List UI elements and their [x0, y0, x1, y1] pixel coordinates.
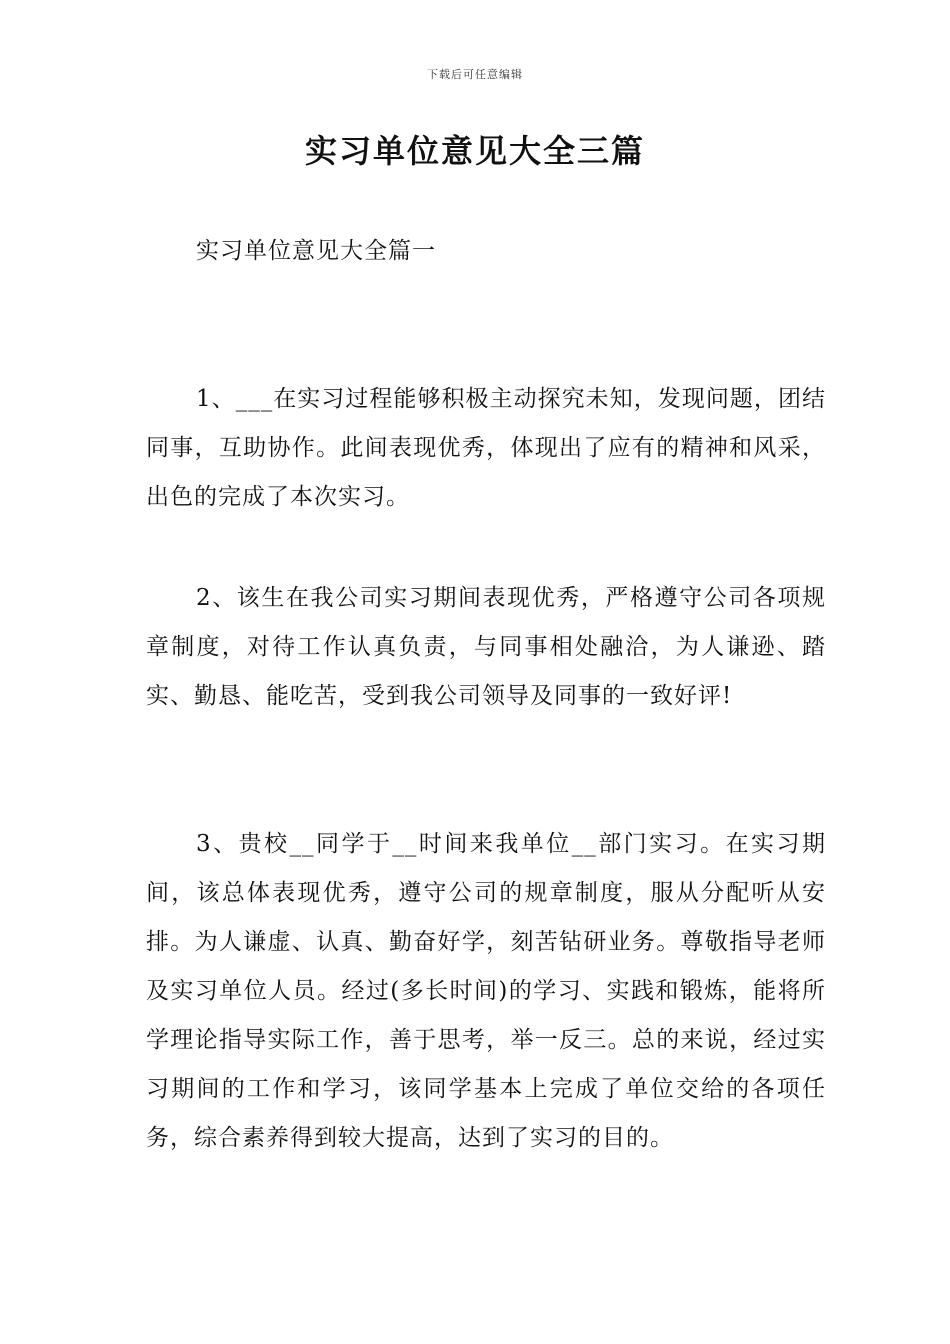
document-title: 实习单位意见大全三篇	[304, 132, 645, 170]
section-heading: 实习单位意见大全篇一	[196, 238, 436, 264]
paragraph-2: 2、该生在我公司实习期间表现优秀，严格遵守公司各项规章制度，对待工作认真负责，与同事相处融洽，为人谦逊、踏实、勤恳、能吃苦，受到我公司领导及同事的一致好评!	[146, 585, 826, 709]
paragraph-3: 3、贵校__同学于__时间来我单位__部门实习。在实习期间，该总体表现优秀，遵守公司的规章制度，服从分配听从安排。为人谦虚、认真、勤奋好学，刻苦钻研业务。尊敬指导老师及实习单位人员。经过(多长时间)的学习、实践和锻炼，能将所学理论指导实际工作，善于思考，举一反三。总的来说，经过实习期间的工作和学习，该同学基本上完成了单位交给的各项任务，综合素养得到较大提高，达到了实习的目的。	[146, 831, 826, 1151]
paragraph-2-block	[146, 574, 826, 721]
paragraph-1-block	[146, 375, 826, 522]
paragraph-3-block	[146, 820, 826, 1163]
paragraph-1: 1、___在实习过程能够积极主动探究未知，发现问题，团结同事，互助协作。此间表现优秀，体现出了应有的精神和风采，出色的完成了本次实习。	[146, 386, 826, 510]
header-note: 下载后可任意编辑	[427, 68, 523, 81]
